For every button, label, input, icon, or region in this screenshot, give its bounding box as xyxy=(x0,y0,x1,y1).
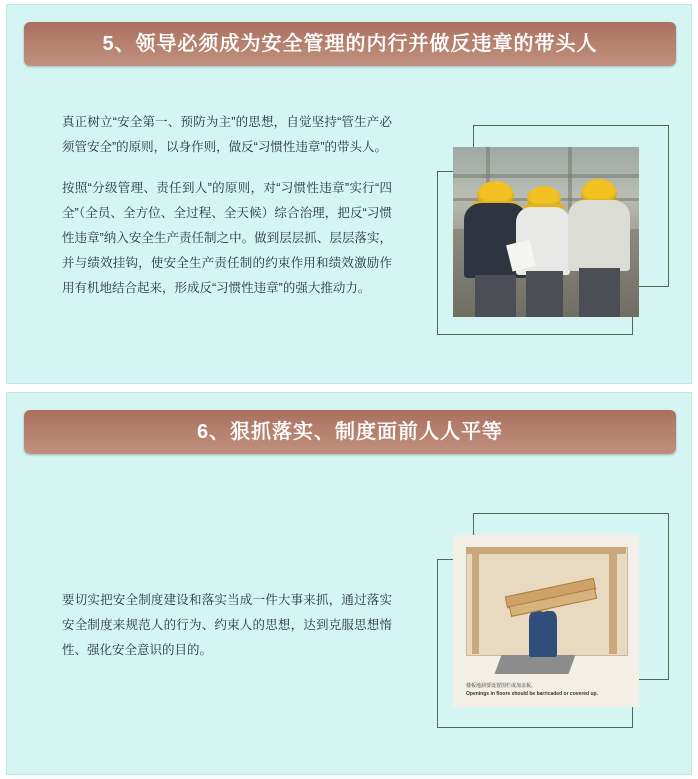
slide-5-body-text xyxy=(62,110,392,301)
slide-5-title-bar xyxy=(24,22,676,66)
slide-6-image-group xyxy=(437,513,667,728)
construction-workers-photo xyxy=(453,147,639,317)
floor-opening-illustration xyxy=(453,535,639,707)
slide-6 xyxy=(6,392,692,775)
slide-5 xyxy=(6,4,692,384)
paragraph: 要切实把安全制度建设和落实当成一件大事来抓，通过落实安全制度来规范人的行为、约束人的思想，达到克服思想惰性、强化安全意识的目的。 xyxy=(62,593,392,657)
caption-chinese: 楼板地洞要设置围栏或加盖板。 xyxy=(466,683,537,690)
slide-5-image-group xyxy=(437,125,667,335)
slide-6-title-bar xyxy=(24,410,676,454)
paragraph: 按照“分级管理、责任到人”的原则，对“习惯性违章”实行“四全”（全员、全方位、全过程、全天候）综合治理，把反“习惯性违章”纳入安全生产责任制之中。做到层层抓、层层落实，并与绩效挂钩，使安全生产责任制的约束作用和绩效激励作用有机地结合起来，形成反“习惯性违章”的强大推动力。 xyxy=(62,181,392,295)
caption-english: Openings in floors should be barricaded or covered up. xyxy=(466,690,598,697)
page-title: 6、狠抓落实、制度面前人人平等 xyxy=(196,421,504,443)
slide-6-body-text xyxy=(62,588,392,663)
illustration-caption xyxy=(466,683,626,698)
paragraph: 真正树立“安全第一、预防为主”的思想，自觉坚持“管生产必须管安全”的原则，以身作则，做反“习惯性违章”的带头人。 xyxy=(62,115,392,154)
page-title: 5、领导必须成为安全管理的内行并做反违章的带头人 xyxy=(102,33,598,55)
